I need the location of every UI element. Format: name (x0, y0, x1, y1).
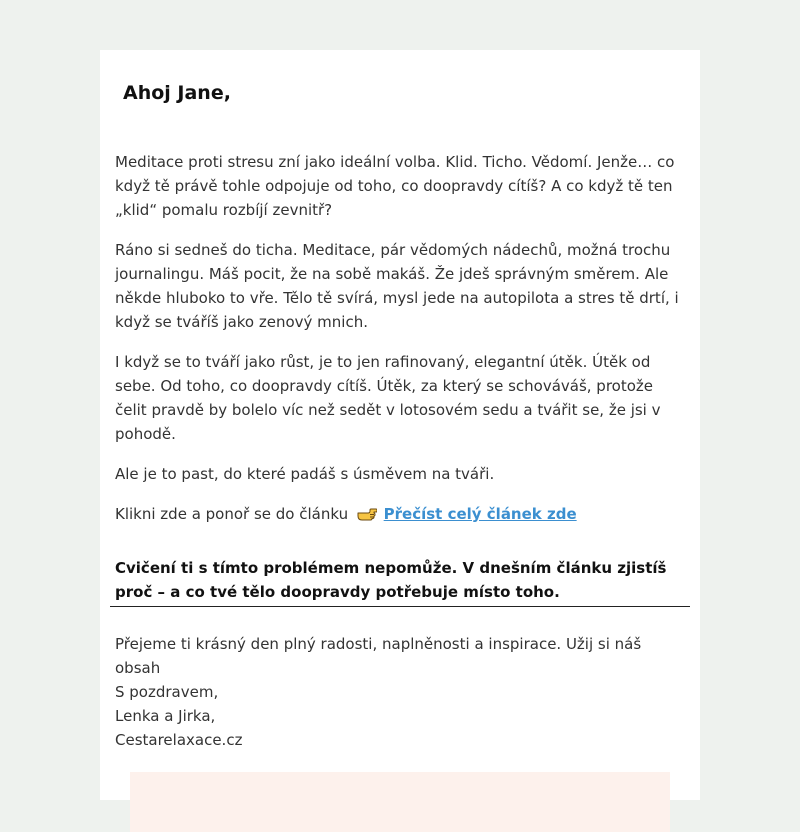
body-paragraph-2: Ráno si sedneš do ticha. Meditace, pár vědomých nádechů, možná trochu journalingu. Máš pocit, že na sobě makáš. Že jdeš správným směrem. Ale někde hluboko to vře. Tělo tě svírá, mysl jede na autopilota a stres tě drtí, i když se tváříš jako zenový mnich. (115, 241, 679, 331)
body-paragraph-3: I když se to tváří jako růst, je to jen rafinovaný, elegantní útěk. Útěk od sebe. Od toho, co doopravdy cítíš. Útěk, za který se schováváš, protože čelit pravdě by bolelo víc než sedět v lotosovém sedu a tvářit se, že jsi v pohodě. (115, 353, 661, 443)
signoff-wish: Přejeme ti krásný den plný radosti, naplněnosti a inspirace. Užij si náš obsah (115, 635, 642, 677)
cta-line (115, 502, 680, 526)
greeting-heading: Ahoj Jane, (123, 82, 231, 104)
body-paragraph-4: Ale je to past, do které padáš s úsměvem na tváři. (115, 465, 495, 483)
email-body (115, 150, 680, 620)
promo-box (130, 772, 670, 832)
signoff-block (115, 632, 680, 752)
body-paragraph-1: Meditace proti stresu zní jako ideální volba. Klid. Ticho. Vědomí. Jenže… co když tě právě tohle odpojuje od toho, co doopravdy cítíš? A co když tě ten „klid“ pomalu rozbíjí zevnitř? (115, 153, 675, 219)
signoff-regards: S pozdravem, (115, 683, 219, 701)
signoff-site: Cestarelaxace.cz (115, 731, 243, 749)
pointing-hand-icon (357, 505, 377, 521)
section-divider (110, 606, 690, 607)
bold-highlight-text: Cvičení ti s tímto problémem nepomůže. V dnešním článku zjistíš proč – a co tvé tělo doopravdy potřebuje místo toho. (115, 559, 667, 601)
signoff-names: Lenka a Jirka, (115, 707, 216, 725)
email-card (100, 50, 700, 800)
cta-prefix: Klikni zde a ponoř se do článku (115, 505, 349, 523)
read-article-link[interactable]: Přečíst celý článek zde (383, 505, 577, 523)
